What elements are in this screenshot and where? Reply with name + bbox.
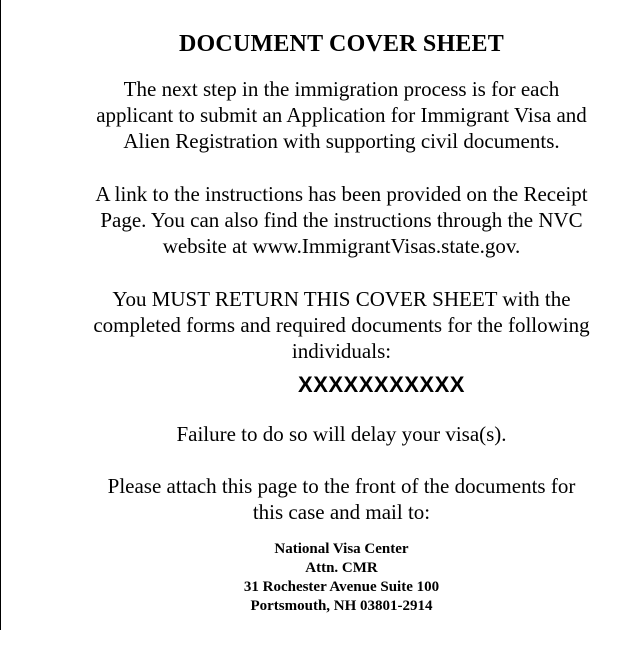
return-sheet-line-2: completed forms and required documents for the following: [93, 313, 590, 337]
instructions-line-2: applicant to submit an Application for Immigrant Visa and: [96, 103, 587, 127]
instructions-paragraph: [0, 76, 633, 154]
mailing-address: [0, 540, 633, 616]
address-attention: Attn. CMR: [305, 560, 378, 576]
mailing-instructions-line-1: Please attach this page to the front of the documents for: [107, 474, 576, 498]
link-info-line-2: Page. You can also find the instructions through the NVC: [100, 208, 583, 232]
mailing-instructions-paragraph: [0, 473, 633, 525]
address-name: National Visa Center: [274, 541, 409, 557]
link-info-line-1: A link to the instructions has been provided on the Receipt: [95, 182, 588, 206]
return-sheet-line-3: individuals:: [291, 339, 392, 363]
return-sheet-line-1: You MUST RETURN THIS COVER SHEET with the: [112, 287, 571, 311]
mailing-instructions-line-2: this case and mail to:: [252, 500, 431, 524]
address-city-state-zip: Portsmouth, NH 03801-2914: [250, 598, 433, 614]
individuals-placeholder: XXXXXXXXXXX: [298, 372, 465, 397]
instructions-line-1: The next step in the immigration process is for each: [123, 77, 560, 101]
return-sheet-paragraph: [0, 286, 633, 364]
link-info-paragraph: [0, 181, 633, 259]
instructions-line-3: Alien Registration with supporting civil documents.: [123, 129, 560, 153]
address-street: 31 Rochester Avenue Suite 100: [243, 579, 440, 595]
link-info-line-3: website at www.ImmigrantVisas.state.gov.: [162, 234, 521, 258]
delay-warning: Failure to do so will delay your visa(s).: [176, 422, 507, 446]
page-title: DOCUMENT COVER SHEET: [179, 31, 504, 57]
